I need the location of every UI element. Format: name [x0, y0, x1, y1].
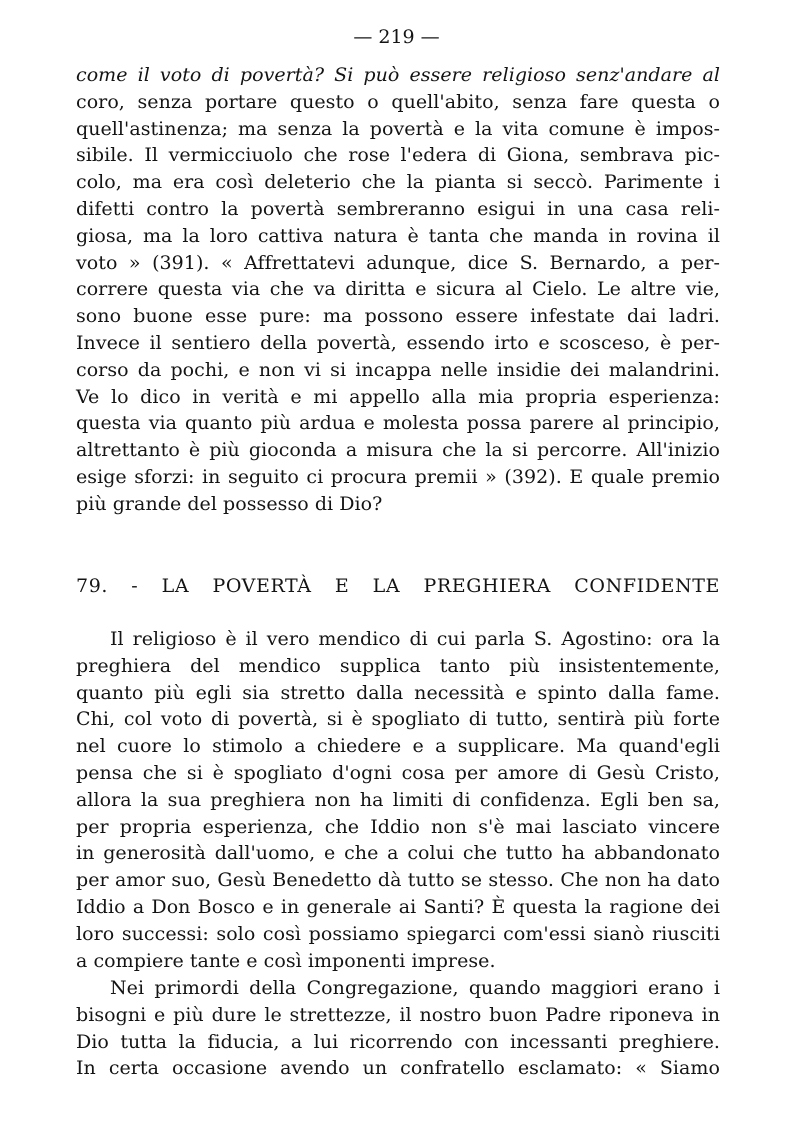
text-line: colo, ma era così deleterio che la pianta si seccò. Parimente i [76, 171, 720, 194]
text-line: Invece il sentiero della povertà, essendo irto e scosceso, è per- [76, 331, 720, 354]
text-line: più grande del possesso di Dio? [76, 492, 383, 515]
text-line: voto » (391). « Affrettatevi adunque, dice S. Bernardo, a per- [76, 251, 720, 274]
text-line: loro successi: solo così possiamo spiegarci com'essi sianò riusciti [76, 922, 720, 945]
text-line: corso da pochi, e non vi si incappa nelle insidie dei malandrini. [76, 358, 720, 381]
text-line: Iddio a Don Bosco e in generale ai Santi? È questa la ragione dei [76, 895, 720, 918]
text-line: Il religioso è il vero mendico di cui parla S. Agostino: ora la [110, 628, 720, 650]
text-line: quanto più egli sia stretto dalla necessità e spinto dalla fame. [76, 681, 720, 704]
text-line: nel cuore lo stimolo a chiedere e a supplicare. Ma quand'egli [76, 735, 720, 758]
text-line: preghiera del mendico supplica tanto più insistentemente, [76, 654, 720, 677]
page-number: — 219 — [353, 26, 440, 48]
text-line: quell'astinenza; ma senza la povertà e la vita comune è impos- [76, 117, 720, 140]
text-line: allora la sua preghiera non ha limiti di confidenza. Egli ben sa, [76, 788, 720, 811]
text-line: sono buone esse pure: ma possono essere infestate dai ladri. [76, 305, 720, 328]
text-line: giosa, ma la loro cattiva natura è tanta che manda in rovina il [76, 224, 720, 247]
text-line: Nei primordi della Congregazione, quando maggiori erano i [110, 977, 720, 999]
text-line: altrettanto è più gioconda a misura che la si percorre. All'inizio [76, 439, 720, 462]
text-line: bisogni e più dure le strettezze, il nostro buon Padre riponeva in [76, 1003, 720, 1026]
text-line: In certa occasione avendo un confratello esclamato: « Siamo [76, 1057, 720, 1080]
continued-paragraph [76, 62, 720, 518]
text-line: Chi, col voto di povertà, si è spogliato di tutto, sentirà più forte [76, 708, 720, 731]
text-line: per amor suo, Gesù Benedetto dà tutto se stesso. Che non ha dato [76, 869, 720, 892]
text-line: come il voto di povertà? Si può essere religioso senz'andare al [76, 64, 720, 86]
section-heading: 79. - LA POVERTÀ E LA PREGHIERA CONFIDENTE [76, 575, 720, 597]
text-line: Dio tutta la fiducia, a lui ricorrendo con incessanti preghiere. [76, 1030, 720, 1053]
text-line: questa via quanto più ardua e molesta possa parere al principio, [76, 412, 720, 435]
text-line: difetti contro la povertà sembreranno esigui in una casa reli- [76, 197, 720, 220]
text-line: per propria esperienza, che Iddio non s'è mai lasciato vincere [76, 815, 720, 838]
text-line: esige sforzi: in seguito ci procura premii » (392). E quale premio [76, 465, 720, 488]
text-line: pensa che si è spogliato d'ogni cosa per amore di Gesù Cristo, [76, 761, 720, 784]
paragraph [76, 975, 720, 1082]
text-line: correre questa via che va diritta e sicura al Cielo. Le altre vie, [76, 278, 720, 301]
text-line: a compiere tante e così imponenti imprese. [76, 949, 496, 972]
text-line: Ve lo dico in verità e mi appello alla mia propria esperienza: [76, 385, 720, 408]
text-line: in generosità dall'uomo, e che a colui che tutto ha abbandonato [76, 842, 720, 865]
text-line: coro, senza portare questo o quell'abito, senza fare questa o [76, 90, 720, 113]
text-line: sibile. Il vermicciuolo che rose l'edera di Giona, sembrava pic- [76, 144, 720, 167]
paragraph [76, 626, 720, 974]
